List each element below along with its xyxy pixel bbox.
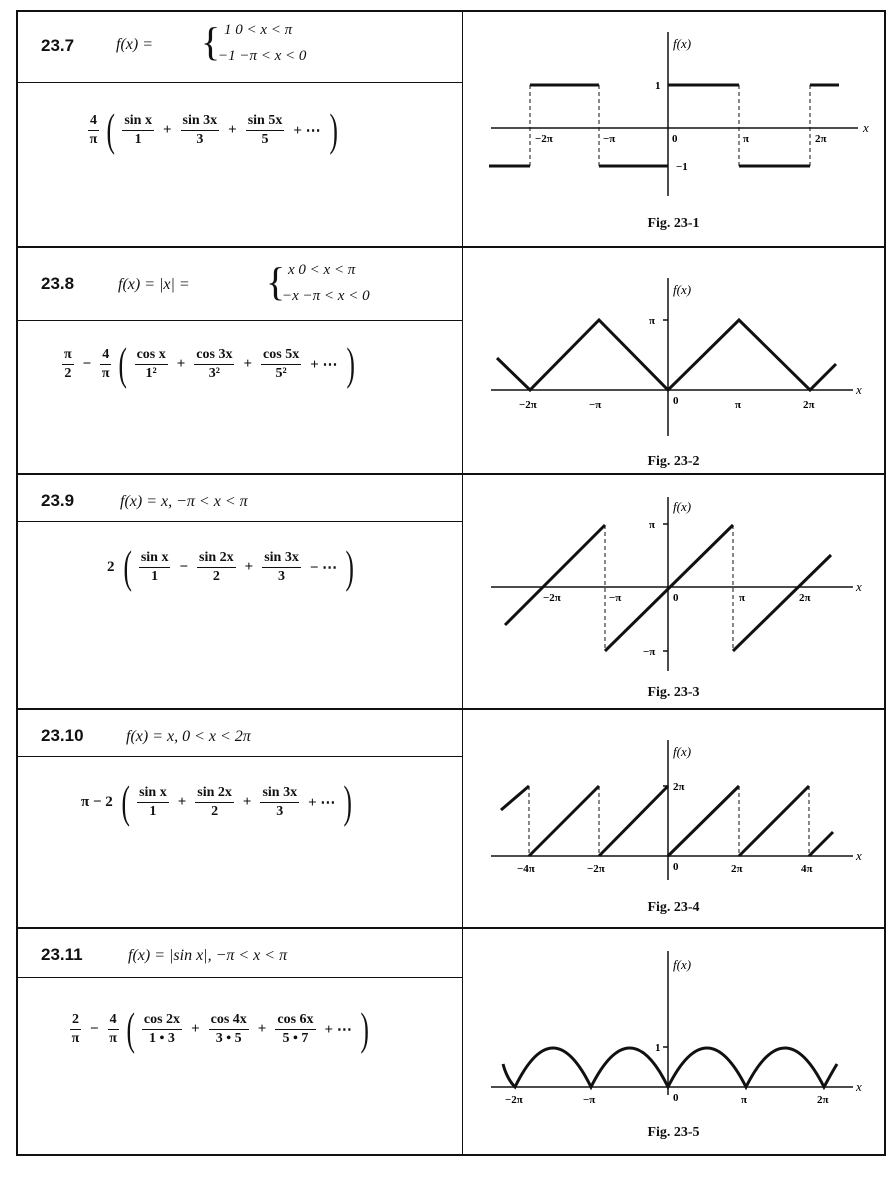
entry-23-9 bbox=[16, 473, 884, 710]
operator: + bbox=[243, 355, 253, 372]
term-1: $\frac{\text{sin x}}{1}$ bbox=[124, 112, 152, 147]
rectified-sine-graph bbox=[463, 929, 884, 1119]
operator: + bbox=[244, 558, 254, 575]
operator: − bbox=[82, 355, 92, 372]
figure-cell bbox=[463, 475, 884, 710]
tick-label: −π bbox=[609, 592, 622, 604]
fourier-series bbox=[84, 104, 341, 155]
right-paren: ) bbox=[345, 541, 355, 592]
operator: + ⋯ bbox=[308, 794, 336, 811]
operator: + bbox=[257, 1020, 267, 1037]
tick-label: −2π bbox=[535, 133, 553, 145]
operator: + bbox=[228, 121, 237, 138]
definition-header bbox=[16, 475, 462, 522]
right-paren: ) bbox=[345, 338, 355, 389]
term-2: $\frac{\cos 4x}{3 • 5}$ bbox=[210, 1011, 247, 1046]
coef-fraction: $\frac{4}{\pi}$ bbox=[109, 1011, 117, 1046]
operator: + bbox=[191, 1020, 200, 1037]
tick-label: −π bbox=[643, 646, 656, 658]
jump-lines bbox=[530, 85, 810, 166]
term-3: $\frac{\cos 5x}{\text{5²}}$ bbox=[263, 346, 300, 381]
left-paren: ( bbox=[122, 541, 132, 592]
piecewise-brace: { bbox=[266, 259, 286, 304]
formula-cell bbox=[16, 475, 463, 710]
tick-label: π bbox=[743, 133, 750, 145]
figure-caption: Fig. 23-3 bbox=[647, 685, 700, 700]
tick-label: −2π bbox=[543, 592, 561, 604]
tick-label: 1 bbox=[655, 80, 661, 92]
entry-number: 23.7 bbox=[41, 36, 75, 55]
wave-segments bbox=[489, 85, 839, 166]
term-3: $\frac{\sin 3x}{3}$ bbox=[262, 784, 298, 819]
tick-label: 2π bbox=[731, 863, 743, 875]
entry-number: 23.11 bbox=[41, 945, 83, 964]
function-definition: f(x) = |x| = bbox=[118, 276, 190, 293]
right-paren: ) bbox=[329, 104, 338, 155]
tick-label: −π bbox=[583, 1094, 596, 1106]
y-axis-label: f(x) bbox=[673, 36, 692, 51]
tick-label: 2π bbox=[803, 399, 815, 411]
entry-23-8 bbox=[16, 246, 884, 475]
entry-23-7 bbox=[16, 10, 884, 246]
tick-label: 1 bbox=[655, 1042, 661, 1054]
piece-1: x 0 < x < π bbox=[288, 262, 356, 278]
term-1: $\frac{\text{cos x}}{\text{1²}}$ bbox=[136, 346, 166, 381]
figure-cell bbox=[463, 10, 884, 246]
tick-label: 2π bbox=[673, 781, 685, 793]
operator: − bbox=[179, 558, 189, 575]
fourier-series bbox=[58, 338, 358, 389]
fourier-series-table bbox=[16, 10, 884, 1154]
lead-coefficient: 2 bbox=[107, 558, 115, 575]
tick-label: 2π bbox=[799, 592, 811, 604]
definition-header bbox=[16, 710, 462, 757]
piece-2: −1 −π < x < 0 bbox=[218, 48, 307, 64]
figure-caption: Fig. 23-5 bbox=[647, 1125, 700, 1140]
coef-fraction: $\frac{4}{\pi}$ bbox=[101, 346, 110, 381]
term-2: $\frac{\cos 3x}{\text{3²}}$ bbox=[196, 346, 233, 381]
function-definition: f(x) = bbox=[116, 36, 153, 53]
tick-label: 2π bbox=[817, 1094, 829, 1106]
tick-label: π bbox=[741, 1094, 748, 1106]
operator: + bbox=[176, 355, 186, 372]
right-paren: ) bbox=[343, 776, 353, 827]
function-definition: f(x) = |sin x|, −π < x < π bbox=[128, 947, 288, 964]
operator: + ⋯ bbox=[293, 122, 321, 139]
tick-label: 0 bbox=[672, 133, 678, 145]
tick-label: π bbox=[649, 519, 656, 531]
piece-2: −x −π < x < 0 bbox=[282, 288, 370, 304]
tick-label: −2π bbox=[505, 1094, 523, 1106]
term-1: $\frac{\text{sin x}}{1}$ bbox=[139, 784, 167, 819]
formula-cell bbox=[16, 929, 463, 1156]
definition-header bbox=[16, 248, 462, 321]
figure-caption: Fig. 23-2 bbox=[647, 454, 700, 469]
term-3: $\frac{\sin 3x}{3}$ bbox=[264, 549, 299, 584]
function-definition: f(x) = x, −π < x < π bbox=[120, 493, 248, 510]
entry-23-11 bbox=[16, 927, 884, 1156]
term-1: $\frac{\text{sin x}}{1}$ bbox=[140, 549, 169, 584]
left-paren: ( bbox=[126, 1003, 135, 1054]
term-1: $\frac{\cos 2x}{1 • 3}$ bbox=[143, 1011, 181, 1046]
formula-cell bbox=[16, 710, 463, 929]
sawtooth-graph bbox=[463, 475, 884, 675]
figure-caption: Fig. 23-1 bbox=[647, 216, 700, 231]
fourier-series bbox=[76, 776, 356, 827]
tick-label: −π bbox=[603, 133, 616, 145]
figure-cell bbox=[463, 929, 884, 1156]
left-paren: ( bbox=[121, 776, 130, 827]
x-axis-label: x bbox=[856, 579, 862, 594]
operator: + bbox=[162, 121, 172, 138]
coef-fraction: $\frac{4}{\pi}$ bbox=[89, 112, 98, 147]
operator: + ⋯ bbox=[310, 356, 338, 373]
right-paren: ) bbox=[360, 1003, 369, 1054]
tick-label: −π bbox=[589, 399, 602, 411]
tick-label: −2π bbox=[519, 399, 537, 411]
term-3: $\frac{\cos 6x}{5 • 7}$ bbox=[277, 1011, 314, 1046]
triangle-wave-graph bbox=[463, 248, 884, 438]
function-definition: f(x) = x, 0 < x < 2π bbox=[126, 728, 251, 745]
tick-label: −1 bbox=[676, 161, 688, 173]
lead-fraction: $\frac{2}{\pi}$ bbox=[71, 1011, 80, 1046]
formula-cell bbox=[16, 10, 463, 246]
formula-cell bbox=[16, 248, 463, 475]
x-axis-label: x bbox=[856, 382, 862, 397]
term-2: $\frac{\sin 3x}{3}$ bbox=[182, 112, 218, 147]
entry-number: 23.9 bbox=[41, 491, 75, 510]
tick-label: π bbox=[739, 592, 746, 604]
tick-label: π bbox=[649, 315, 656, 327]
tick-label: π bbox=[735, 399, 742, 411]
square-wave-graph bbox=[463, 10, 884, 210]
x-axis-label: x bbox=[856, 1079, 862, 1094]
x-axis-label: x bbox=[856, 848, 862, 863]
y-axis-label: f(x) bbox=[673, 499, 692, 514]
operator: + bbox=[242, 793, 252, 810]
left-paren: ( bbox=[118, 338, 128, 389]
entry-23-10 bbox=[16, 708, 884, 929]
definition-header bbox=[16, 929, 462, 978]
term-2: $\frac{\sin 2x}{2}$ bbox=[199, 549, 234, 584]
triangle-wave bbox=[497, 320, 836, 390]
jump-lines bbox=[529, 786, 809, 856]
piece-1: 1 0 < x < π bbox=[224, 22, 293, 38]
tick-label: 4π bbox=[801, 863, 813, 875]
figure-cell bbox=[463, 710, 884, 929]
tick-label: 0 bbox=[673, 1092, 679, 1104]
ramp-wave-graph bbox=[463, 710, 884, 900]
y-axis-label: f(x) bbox=[673, 957, 692, 972]
entry-number: 23.8 bbox=[41, 274, 75, 293]
definition-header bbox=[16, 10, 462, 83]
figure-caption: Fig. 23-4 bbox=[647, 900, 700, 915]
fourier-series bbox=[66, 1003, 372, 1054]
tick-label: −4π bbox=[517, 863, 535, 875]
entry-number: 23.10 bbox=[41, 726, 84, 745]
left-paren: ( bbox=[106, 104, 115, 155]
operator: − bbox=[90, 1020, 99, 1037]
lead-term: π − 2 bbox=[81, 793, 113, 810]
tick-label: 0 bbox=[673, 861, 679, 873]
tick-label: 2π bbox=[815, 133, 827, 145]
fourier-series bbox=[102, 541, 357, 592]
y-axis-label: f(x) bbox=[673, 744, 692, 759]
rectified-sine-curve bbox=[503, 1048, 837, 1087]
operator: + bbox=[177, 793, 187, 810]
piecewise-brace: { bbox=[201, 19, 221, 64]
term-2: $\frac{\sin 2x}{2}$ bbox=[197, 784, 232, 819]
y-axis-label: f(x) bbox=[673, 282, 692, 297]
lead-fraction: $\frac{\pi}{2}$ bbox=[64, 346, 72, 381]
tick-label: −2π bbox=[587, 863, 605, 875]
ramp-segments bbox=[501, 786, 833, 856]
tick-label: 0 bbox=[673, 395, 679, 407]
figure-cell bbox=[463, 248, 884, 475]
operator: + ⋯ bbox=[324, 1021, 352, 1038]
term-3: $\frac{\sin 5x}{5}$ bbox=[247, 112, 283, 147]
x-axis-label: x bbox=[863, 120, 869, 135]
tick-label: 0 bbox=[673, 592, 679, 604]
operator: − ⋯ bbox=[309, 559, 338, 576]
